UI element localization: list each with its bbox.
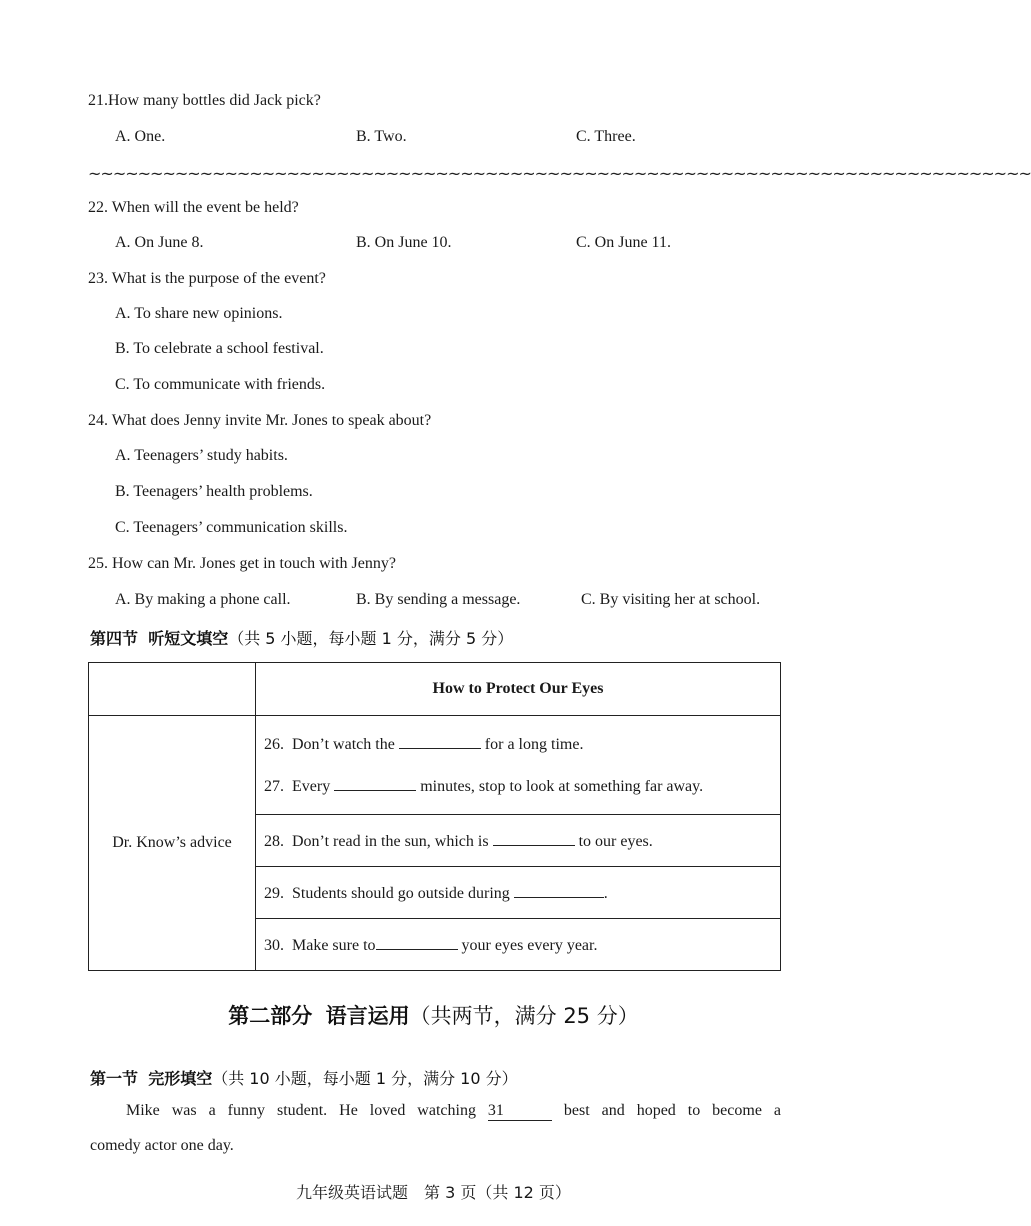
section-heading: [90, 1066, 518, 1089]
passage-line-2: comedy actor one day.: [90, 1137, 234, 1154]
question-text: How can Mr. Jones get in touch with Jenny?: [112, 555, 396, 572]
question-24: [88, 412, 431, 430]
option-c: C. By visiting her at school.: [581, 591, 761, 608]
question-22: [88, 199, 299, 217]
question-number: 22.: [88, 199, 108, 216]
part-heading: [0, 1000, 867, 1030]
answer-blank[interactable]: [493, 831, 575, 846]
option-a: A. Teenagers’ study habits.: [115, 447, 288, 464]
part-label: 第二部分: [228, 1004, 313, 1028]
option-b: B. Teenagers’ health problems.: [115, 483, 313, 500]
fill-line-26: 26. Don’t watch the for a long time.: [264, 736, 584, 753]
option-b: B. On June 10.: [356, 234, 452, 251]
part-note: （共两节，满分 25 分）: [409, 1004, 639, 1028]
fill-in-table: [88, 662, 781, 971]
table-row-label: Dr. Know’s advice: [89, 716, 256, 971]
answer-blank[interactable]: [376, 935, 458, 950]
question-25: [88, 555, 396, 573]
table-cell-26-27: [256, 716, 781, 815]
option-c: C. To communicate with friends.: [115, 376, 326, 393]
question-number: 25.: [88, 555, 108, 572]
option-a: A. By making a phone call.: [115, 591, 291, 608]
section-label: 第四节: [90, 629, 139, 648]
question-text: What does Jenny invite Mr. Jones to speak about?: [111, 412, 432, 429]
answer-blank[interactable]: [334, 776, 416, 791]
table-cell-28: [256, 815, 781, 867]
question-number: 23.: [88, 270, 108, 287]
section-title: 听短文填空: [148, 629, 229, 648]
wave-divider: ~~~~~~~~~~~~~~~~~~~~~~~~~~~~~~~~~~~~~~~~~~~~~~~~~~~~~~~~~~~~~~~~~~~~~~~~~~~~: [88, 164, 1031, 183]
fill-line-30: 30. Make sure to your eyes every year.: [264, 936, 598, 954]
fill-line-29: 29. Students should go outside during .: [264, 884, 608, 902]
option-a: A. One.: [115, 128, 166, 145]
answer-blank[interactable]: [514, 883, 604, 898]
section-title: 完形填空: [148, 1069, 213, 1088]
question-number: 24.: [88, 412, 108, 429]
section-heading: [90, 626, 513, 649]
option-b: B. Two.: [356, 128, 407, 145]
fill-line-28: 28. Don’t read in the sun, which is to our eyes.: [264, 832, 653, 850]
table-cell-30: [256, 919, 781, 971]
option-c: C. Three.: [576, 128, 636, 145]
question-number: 21.: [88, 92, 108, 109]
section-note: （共 5 小题，每小题 1 分，满分 5 分）: [228, 629, 514, 648]
option-c: C. Teenagers’ communication skills.: [115, 519, 348, 536]
question-text: What is the purpose of the event?: [111, 270, 326, 287]
table-cell-29: [256, 867, 781, 919]
section-note: （共 10 小题，每小题 1 分，满分 10 分）: [212, 1069, 518, 1088]
option-b: B. By sending a message.: [356, 591, 521, 608]
part-title: 语言运用: [325, 1004, 410, 1028]
fill-line-27: 27. Every minutes, stop to look at something far away.: [264, 778, 704, 795]
question-23: [88, 270, 326, 288]
option-a: A. On June 8.: [115, 234, 204, 251]
table-corner-cell: [89, 663, 256, 716]
page-footer: 九年级英语试题 第 3 页（共 12 页）: [296, 1183, 571, 1202]
table-title: How to Protect Our Eyes: [256, 663, 781, 716]
section-label: 第一节: [90, 1069, 139, 1088]
option-b: B. To celebrate a school festival.: [115, 340, 324, 357]
question-21: [88, 92, 321, 110]
answer-blank[interactable]: [399, 734, 481, 749]
option-a: A. To share new opinions.: [115, 305, 283, 322]
cloze-blank-31: 31: [488, 1102, 552, 1121]
passage-line-1: Mike was a funny student. He loved watching 31 best and hoped to become a: [126, 1102, 781, 1119]
option-c: C. On June 11.: [576, 234, 671, 251]
question-text: How many bottles did Jack pick?: [108, 92, 321, 109]
question-text: When will the event be held?: [111, 199, 299, 216]
